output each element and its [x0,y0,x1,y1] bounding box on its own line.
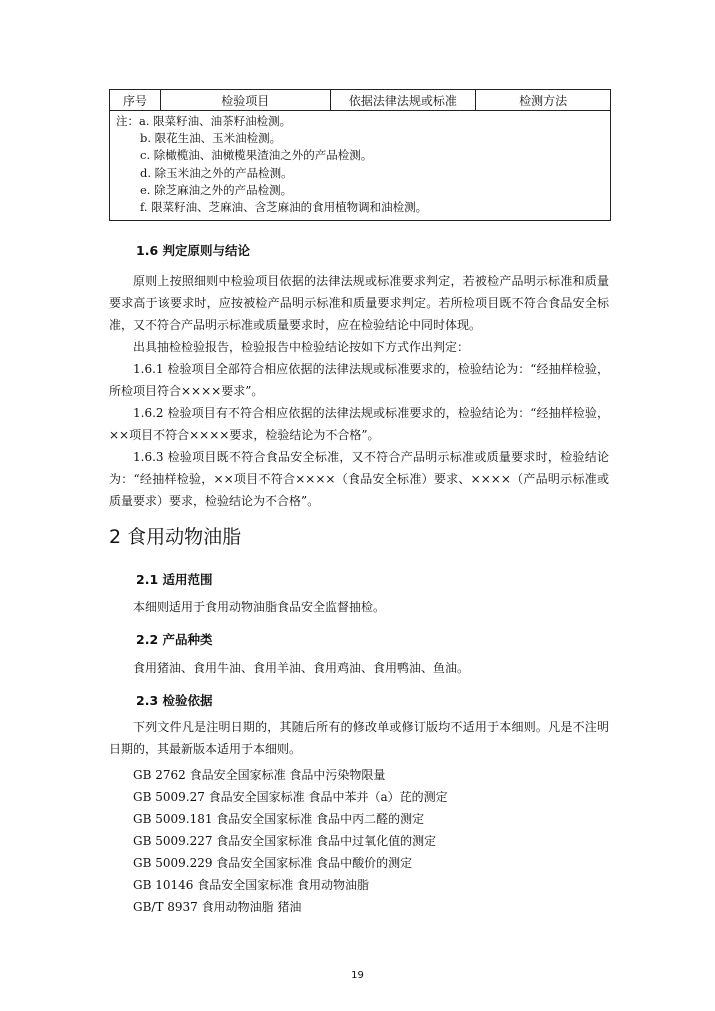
note-a: 注：a. 限菜籽油、油茶籽油检测。 [116,114,292,128]
note-c: c. 除橄榄油、油橄榄果渣油之外的产品检测。 [140,148,373,163]
table-notes-row [110,111,611,221]
standard-item: GB 5009.229 食品安全国家标准 食品中酸价的测定 [133,856,413,870]
paragraph-1-6-1: 1.6.1 检验项目全部符合相应依据的法律法规或标准要求的，检验结论为：“经抽样检验，所检项目符合××××要求”。 [109,362,609,398]
paragraph-product-types: 食用猪油、食用牛油、食用羊油、食用鸡油、食用鸭油、鱼油。 [133,661,470,675]
col-header-index: 序号 [110,90,161,111]
standard-item: GB 5009.27 食品安全国家标准 食品中苯并（a）芘的测定 [133,790,448,804]
heading-2-2: 2.2 产品种类 [136,632,213,647]
note-e: e. 除芝麻油之外的产品检测。 [140,182,293,197]
paragraph-report-intro: 出具抽检检验报告，检验报告中检验结论按如下方式作出判定： [133,340,470,354]
paragraph-judgment-principle: 原则上按照细则中检验项目依据的法律法规或标准要求判定，若被检产品明示标准和质量要求高于该要求时，应按被检产品明示标准和质量要求判定。若所检项目既不符合食品安全标准，又不符合产品明示标准或质量要求时，应在检验结论中同时体现。 [109,274,609,332]
heading-2-1: 2.1 适用范围 [136,572,213,587]
paragraph-1-6-2: 1.6.2 检验项目有不符合相应依据的法律法规或标准要求的，检验结论为：“经抽样检验，××项目不符合××××要求，检验结论为不合格”。 [109,406,609,442]
heading-2: 2 食用动物油脂 [109,526,242,548]
standard-item: GB 2762 食品安全国家标准 食品中污染物限量 [133,768,386,782]
col-header-item: 检验项目 [160,90,330,111]
heading-2-3: 2.3 检验依据 [136,693,213,708]
note-f: f. 限菜籽油、芝麻油、含芝麻油的食用植物调和油检测。 [140,200,428,215]
note-b: b. 限花生油、玉米油检测。 [140,131,282,146]
paragraph-1-6-3: 1.6.3 检验项目既不符合食品安全标准，又不符合产品明示标准或质量要求时，检验结论为：“经抽样检验，××项目不符合××××（食品安全标准）要求、××××（产品明示标准或质量要求）要求，检验结论为不合格”。 [109,450,609,508]
paragraph-scope: 本细则适用于食用动物油脂食品安全监督抽检。 [133,600,386,614]
page-number: 19 [351,970,364,981]
note-d: d. 除玉米油之外的产品检测。 [140,165,293,180]
col-header-method: 检测方法 [476,90,611,111]
table-notes [110,111,611,221]
inspection-table [109,89,611,221]
col-header-standard: 依据法律法规或标准 [330,90,476,111]
table-header-row [110,90,611,111]
heading-1-6: 1.6 判定原则与结论 [136,243,250,258]
standard-item: GB 5009.227 食品安全国家标准 食品中过氧化值的测定 [133,834,437,848]
standard-item: GB/T 8937 食用动物油脂 猪油 [133,900,302,914]
standard-item: GB 10146 食品安全国家标准 食用动物油脂 [133,878,370,892]
standard-item: GB 5009.181 食品安全国家标准 食品中丙二醛的测定 [133,812,425,826]
paragraph-basis-intro: 下列文件凡是注明日期的，其随后所有的修改单或修订版均不适用于本细则。凡是不注明日期的，其最新版本适用于本细则。 [109,720,609,756]
